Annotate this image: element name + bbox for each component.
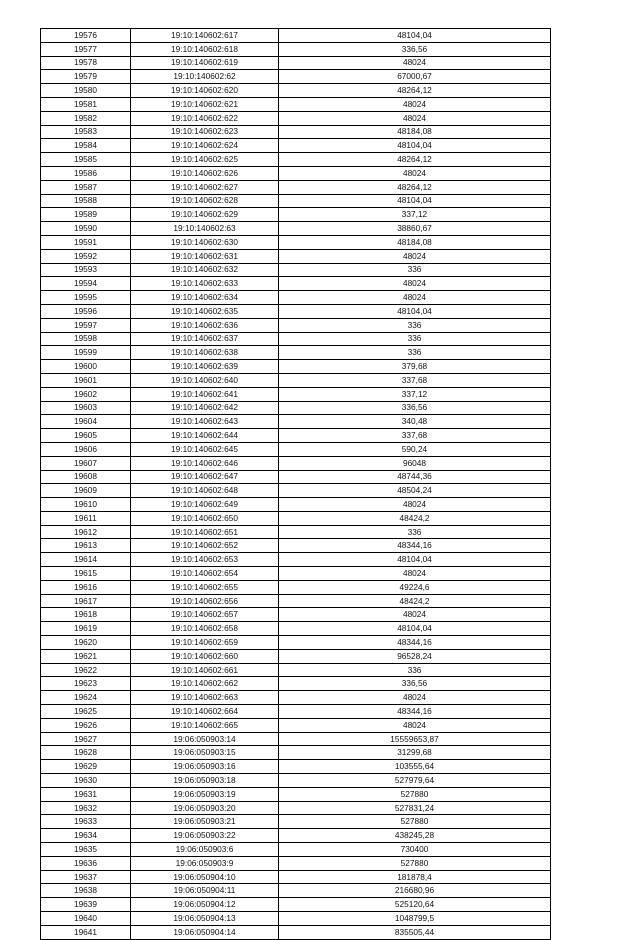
table-row — [41, 622, 551, 636]
cadastral-number-cell: 19:10:140602:635 — [131, 304, 279, 318]
table-row — [41, 580, 551, 594]
cadastral-number-cell: 19:10:140602:647 — [131, 470, 279, 484]
table-row — [41, 649, 551, 663]
value-cell: 336 — [279, 663, 551, 677]
table-row — [41, 608, 551, 622]
value-cell: 48104,04 — [279, 29, 551, 43]
row-number-cell: 19588 — [41, 194, 131, 208]
cadastral-number-cell: 19:06:050903:18 — [131, 774, 279, 788]
row-number-cell: 19600 — [41, 360, 131, 374]
row-number-cell: 19624 — [41, 691, 131, 705]
cadastral-number-cell: 19:10:140602:644 — [131, 429, 279, 443]
value-cell: 336,56 — [279, 677, 551, 691]
cadastral-number-cell: 19:10:140602:641 — [131, 387, 279, 401]
cadastral-number-cell: 19:10:140602:651 — [131, 525, 279, 539]
cadastral-number-cell: 19:10:140602:623 — [131, 125, 279, 139]
value-cell: 340,48 — [279, 415, 551, 429]
table-row — [41, 511, 551, 525]
cadastral-number-cell: 19:10:140602:664 — [131, 705, 279, 719]
row-number-cell: 19630 — [41, 774, 131, 788]
table-body — [41, 29, 551, 940]
cadastral-number-cell: 19:06:050904:13 — [131, 912, 279, 926]
value-cell: 48344,16 — [279, 705, 551, 719]
value-cell: 48104,04 — [279, 139, 551, 153]
cadastral-number-cell: 19:06:050903:15 — [131, 746, 279, 760]
cadastral-number-cell: 19:10:140602:665 — [131, 718, 279, 732]
row-number-cell: 19622 — [41, 663, 131, 677]
value-cell: 337,12 — [279, 387, 551, 401]
cadastral-number-cell: 19:10:140602:624 — [131, 139, 279, 153]
value-cell: 48264,12 — [279, 153, 551, 167]
value-cell: 48024 — [279, 567, 551, 581]
value-cell: 336 — [279, 346, 551, 360]
table-row — [41, 180, 551, 194]
value-cell: 527880 — [279, 856, 551, 870]
cadastral-number-cell: 19:06:050903:16 — [131, 760, 279, 774]
row-number-cell: 19635 — [41, 843, 131, 857]
value-cell: 336 — [279, 263, 551, 277]
row-number-cell: 19641 — [41, 925, 131, 939]
table-row — [41, 774, 551, 788]
row-number-cell: 19618 — [41, 608, 131, 622]
row-number-cell: 19629 — [41, 760, 131, 774]
row-number-cell: 19634 — [41, 829, 131, 843]
data-table — [40, 28, 551, 940]
row-number-cell: 19593 — [41, 263, 131, 277]
cadastral-number-cell: 19:10:140602:628 — [131, 194, 279, 208]
row-number-cell: 19623 — [41, 677, 131, 691]
table-row — [41, 484, 551, 498]
table-row — [41, 801, 551, 815]
cadastral-number-cell: 19:10:140602:640 — [131, 373, 279, 387]
row-number-cell: 19594 — [41, 277, 131, 291]
table-row — [41, 498, 551, 512]
table-row — [41, 456, 551, 470]
row-number-cell: 19605 — [41, 429, 131, 443]
cadastral-number-cell: 19:10:140602:62 — [131, 70, 279, 84]
cadastral-number-cell: 19:10:140602:639 — [131, 360, 279, 374]
row-number-cell: 19637 — [41, 870, 131, 884]
table-row — [41, 691, 551, 705]
value-cell: 38860,67 — [279, 222, 551, 236]
value-cell: 48024 — [279, 249, 551, 263]
row-number-cell: 19577 — [41, 42, 131, 56]
table-row — [41, 539, 551, 553]
value-cell: 337,12 — [279, 208, 551, 222]
row-number-cell: 19609 — [41, 484, 131, 498]
cadastral-number-cell: 19:10:140602:627 — [131, 180, 279, 194]
table-row — [41, 636, 551, 650]
cadastral-number-cell: 19:10:140602:646 — [131, 456, 279, 470]
value-cell: 67000,67 — [279, 70, 551, 84]
value-cell: 48344,16 — [279, 539, 551, 553]
table-row — [41, 815, 551, 829]
table-row — [41, 360, 551, 374]
cadastral-number-cell: 19:10:140602:659 — [131, 636, 279, 650]
value-cell: 48264,12 — [279, 84, 551, 98]
table-row — [41, 194, 551, 208]
row-number-cell: 19619 — [41, 622, 131, 636]
row-number-cell: 19620 — [41, 636, 131, 650]
cadastral-number-cell: 19:06:050903:6 — [131, 843, 279, 857]
cadastral-number-cell: 19:10:140602:649 — [131, 498, 279, 512]
value-cell: 96048 — [279, 456, 551, 470]
row-number-cell: 19608 — [41, 470, 131, 484]
value-cell: 48104,04 — [279, 194, 551, 208]
row-number-cell: 19579 — [41, 70, 131, 84]
value-cell: 48024 — [279, 97, 551, 111]
value-cell: 835505,44 — [279, 925, 551, 939]
row-number-cell: 19640 — [41, 912, 131, 926]
table-row — [41, 884, 551, 898]
cadastral-number-cell: 19:10:140602:662 — [131, 677, 279, 691]
table-row — [41, 401, 551, 415]
row-number-cell: 19587 — [41, 180, 131, 194]
cadastral-number-cell: 19:10:140602:645 — [131, 442, 279, 456]
value-cell: 527979,64 — [279, 774, 551, 788]
value-cell: 48024 — [279, 498, 551, 512]
table-row — [41, 346, 551, 360]
cadastral-number-cell: 19:10:140602:634 — [131, 291, 279, 305]
cadastral-number-cell: 19:10:140602:653 — [131, 553, 279, 567]
row-number-cell: 19613 — [41, 539, 131, 553]
cadastral-number-cell: 19:10:140602:658 — [131, 622, 279, 636]
cadastral-number-cell: 19:10:140602:643 — [131, 415, 279, 429]
row-number-cell: 19592 — [41, 249, 131, 263]
row-number-cell: 19601 — [41, 373, 131, 387]
row-number-cell: 19632 — [41, 801, 131, 815]
table-row — [41, 442, 551, 456]
table-row — [41, 870, 551, 884]
cadastral-number-cell: 19:10:140602:637 — [131, 332, 279, 346]
row-number-cell: 19595 — [41, 291, 131, 305]
value-cell: 49224,6 — [279, 580, 551, 594]
table-row — [41, 29, 551, 43]
cadastral-number-cell: 19:06:050903:20 — [131, 801, 279, 815]
row-number-cell: 19636 — [41, 856, 131, 870]
value-cell: 48184,08 — [279, 125, 551, 139]
cadastral-number-cell: 19:06:050904:11 — [131, 884, 279, 898]
table-row — [41, 111, 551, 125]
table-row — [41, 829, 551, 843]
table-row — [41, 249, 551, 263]
cadastral-number-cell: 19:10:140602:663 — [131, 691, 279, 705]
value-cell: 48264,12 — [279, 180, 551, 194]
value-cell: 337,68 — [279, 373, 551, 387]
row-number-cell: 19626 — [41, 718, 131, 732]
row-number-cell: 19576 — [41, 29, 131, 43]
cadastral-number-cell: 19:10:140602:661 — [131, 663, 279, 677]
table-row — [41, 525, 551, 539]
row-number-cell: 19628 — [41, 746, 131, 760]
table-row — [41, 263, 551, 277]
row-number-cell: 19610 — [41, 498, 131, 512]
table-row — [41, 732, 551, 746]
table-row — [41, 415, 551, 429]
value-cell: 48104,04 — [279, 553, 551, 567]
value-cell: 590,24 — [279, 442, 551, 456]
value-cell: 181878,4 — [279, 870, 551, 884]
value-cell: 527880 — [279, 787, 551, 801]
table-row — [41, 718, 551, 732]
cadastral-number-cell: 19:06:050904:10 — [131, 870, 279, 884]
row-number-cell: 19604 — [41, 415, 131, 429]
row-number-cell: 19616 — [41, 580, 131, 594]
value-cell: 48424,2 — [279, 594, 551, 608]
value-cell: 48024 — [279, 111, 551, 125]
table-row — [41, 277, 551, 291]
table-row — [41, 125, 551, 139]
table-row — [41, 222, 551, 236]
cadastral-number-cell: 19:06:050903:22 — [131, 829, 279, 843]
value-cell: 527831,24 — [279, 801, 551, 815]
table-row — [41, 677, 551, 691]
cadastral-number-cell: 19:10:140602:638 — [131, 346, 279, 360]
row-number-cell: 19638 — [41, 884, 131, 898]
value-cell: 48024 — [279, 291, 551, 305]
value-cell: 103555,64 — [279, 760, 551, 774]
row-number-cell: 19639 — [41, 898, 131, 912]
row-number-cell: 19606 — [41, 442, 131, 456]
cadastral-number-cell: 19:10:140602:626 — [131, 166, 279, 180]
table-row — [41, 429, 551, 443]
value-cell: 337,68 — [279, 429, 551, 443]
table-row — [41, 332, 551, 346]
row-number-cell: 19627 — [41, 732, 131, 746]
value-cell: 48024 — [279, 608, 551, 622]
row-number-cell: 19582 — [41, 111, 131, 125]
row-number-cell: 19621 — [41, 649, 131, 663]
row-number-cell: 19612 — [41, 525, 131, 539]
cadastral-number-cell: 19:06:050903:21 — [131, 815, 279, 829]
value-cell: 48104,04 — [279, 304, 551, 318]
row-number-cell: 19617 — [41, 594, 131, 608]
table-row — [41, 235, 551, 249]
row-number-cell: 19580 — [41, 84, 131, 98]
table-row — [41, 760, 551, 774]
table-row — [41, 705, 551, 719]
table-row — [41, 97, 551, 111]
cadastral-number-cell: 19:10:140602:642 — [131, 401, 279, 415]
cadastral-number-cell: 19:06:050903:14 — [131, 732, 279, 746]
value-cell: 96528,24 — [279, 649, 551, 663]
row-number-cell: 19607 — [41, 456, 131, 470]
value-cell: 216680,96 — [279, 884, 551, 898]
table-row — [41, 318, 551, 332]
row-number-cell: 19602 — [41, 387, 131, 401]
cadastral-number-cell: 19:06:050903:9 — [131, 856, 279, 870]
table-row — [41, 166, 551, 180]
value-cell: 379,68 — [279, 360, 551, 374]
row-number-cell: 19581 — [41, 97, 131, 111]
cadastral-number-cell: 19:10:140602:632 — [131, 263, 279, 277]
row-number-cell: 19611 — [41, 511, 131, 525]
table-row — [41, 387, 551, 401]
table-row — [41, 663, 551, 677]
table-row — [41, 304, 551, 318]
value-cell: 48504,24 — [279, 484, 551, 498]
row-number-cell: 19615 — [41, 567, 131, 581]
cadastral-number-cell: 19:10:140602:652 — [131, 539, 279, 553]
table-row — [41, 787, 551, 801]
table-row — [41, 567, 551, 581]
row-number-cell: 19597 — [41, 318, 131, 332]
value-cell: 48024 — [279, 166, 551, 180]
cadastral-number-cell: 19:10:140602:617 — [131, 29, 279, 43]
row-number-cell: 19631 — [41, 787, 131, 801]
cadastral-number-cell: 19:10:140602:618 — [131, 42, 279, 56]
cadastral-number-cell: 19:10:140602:622 — [131, 111, 279, 125]
cadastral-number-cell: 19:10:140602:654 — [131, 567, 279, 581]
table-row — [41, 912, 551, 926]
cadastral-number-cell: 19:10:140602:629 — [131, 208, 279, 222]
table-row — [41, 594, 551, 608]
cadastral-number-cell: 19:10:140602:656 — [131, 594, 279, 608]
value-cell: 48024 — [279, 277, 551, 291]
row-number-cell: 19583 — [41, 125, 131, 139]
value-cell: 336 — [279, 525, 551, 539]
value-cell: 48024 — [279, 718, 551, 732]
value-cell: 527880 — [279, 815, 551, 829]
row-number-cell: 19590 — [41, 222, 131, 236]
value-cell: 730400 — [279, 843, 551, 857]
cadastral-number-cell: 19:06:050904:12 — [131, 898, 279, 912]
cadastral-number-cell: 19:10:140602:660 — [131, 649, 279, 663]
value-cell: 336,56 — [279, 42, 551, 56]
cadastral-number-cell: 19:10:140602:633 — [131, 277, 279, 291]
table-row — [41, 42, 551, 56]
cadastral-number-cell: 19:10:140602:619 — [131, 56, 279, 70]
row-number-cell: 19633 — [41, 815, 131, 829]
row-number-cell: 19589 — [41, 208, 131, 222]
table-row — [41, 746, 551, 760]
row-number-cell: 19598 — [41, 332, 131, 346]
table-row — [41, 373, 551, 387]
row-number-cell: 19625 — [41, 705, 131, 719]
cadastral-number-cell: 19:10:140602:631 — [131, 249, 279, 263]
row-number-cell: 19585 — [41, 153, 131, 167]
value-cell: 438245,28 — [279, 829, 551, 843]
value-cell: 336,56 — [279, 401, 551, 415]
value-cell: 15559653,87 — [279, 732, 551, 746]
value-cell: 48344,16 — [279, 636, 551, 650]
row-number-cell: 19596 — [41, 304, 131, 318]
value-cell: 48744,36 — [279, 470, 551, 484]
table-row — [41, 70, 551, 84]
cadastral-number-cell: 19:10:140602:63 — [131, 222, 279, 236]
row-number-cell: 19584 — [41, 139, 131, 153]
table-row — [41, 925, 551, 939]
cadastral-number-cell: 19:10:140602:648 — [131, 484, 279, 498]
table-row — [41, 139, 551, 153]
value-cell: 525120,64 — [279, 898, 551, 912]
cadastral-number-cell: 19:10:140602:630 — [131, 235, 279, 249]
cadastral-number-cell: 19:10:140602:657 — [131, 608, 279, 622]
cadastral-number-cell: 19:10:140602:620 — [131, 84, 279, 98]
table-row — [41, 291, 551, 305]
table-row — [41, 856, 551, 870]
table-row — [41, 153, 551, 167]
cadastral-number-cell: 19:10:140602:621 — [131, 97, 279, 111]
row-number-cell: 19591 — [41, 235, 131, 249]
row-number-cell: 19578 — [41, 56, 131, 70]
value-cell: 336 — [279, 332, 551, 346]
table-row — [41, 843, 551, 857]
row-number-cell: 19603 — [41, 401, 131, 415]
value-cell: 48184,08 — [279, 235, 551, 249]
value-cell: 48424,2 — [279, 511, 551, 525]
value-cell: 48024 — [279, 691, 551, 705]
row-number-cell: 19599 — [41, 346, 131, 360]
table-row — [41, 470, 551, 484]
table-row — [41, 84, 551, 98]
value-cell: 336 — [279, 318, 551, 332]
value-cell: 48104,04 — [279, 622, 551, 636]
table-row — [41, 553, 551, 567]
cadastral-number-cell: 19:10:140602:625 — [131, 153, 279, 167]
value-cell: 31299,68 — [279, 746, 551, 760]
table-row — [41, 56, 551, 70]
row-number-cell: 19586 — [41, 166, 131, 180]
cadastral-number-cell: 19:10:140602:650 — [131, 511, 279, 525]
cadastral-number-cell: 19:06:050904:14 — [131, 925, 279, 939]
value-cell: 48024 — [279, 56, 551, 70]
cadastral-number-cell: 19:06:050903:19 — [131, 787, 279, 801]
cadastral-number-cell: 19:10:140602:636 — [131, 318, 279, 332]
value-cell: 1048799,5 — [279, 912, 551, 926]
row-number-cell: 19614 — [41, 553, 131, 567]
table-row — [41, 208, 551, 222]
cadastral-number-cell: 19:10:140602:655 — [131, 580, 279, 594]
